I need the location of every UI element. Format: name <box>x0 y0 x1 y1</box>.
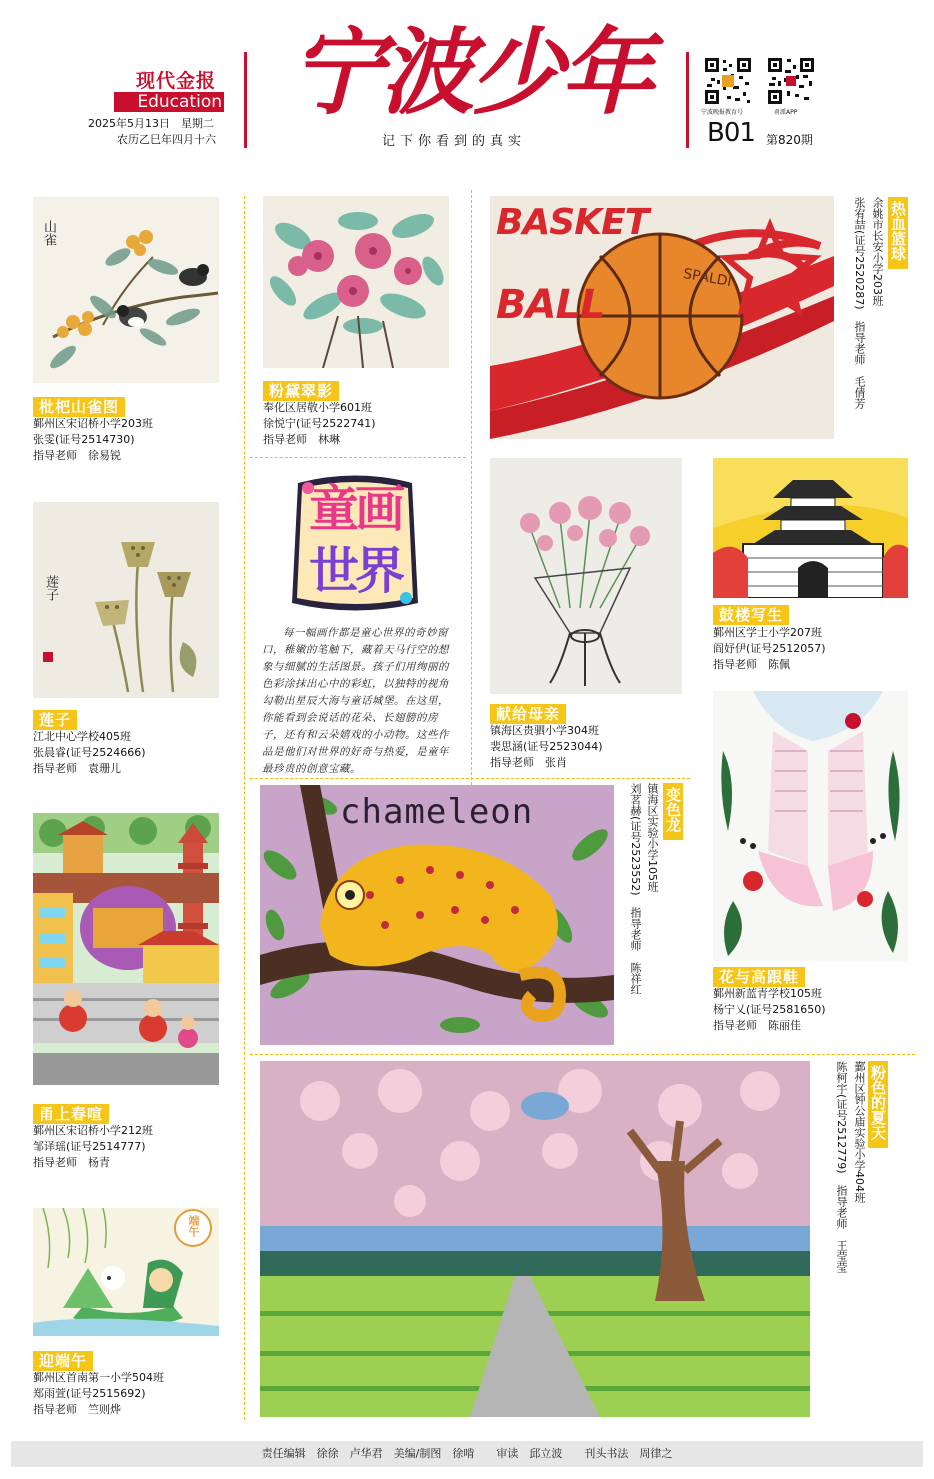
school-spring-city: 鄞州区宋诏桥小学212班 <box>33 1124 153 1137</box>
teacher-dragon-boat: 指导老师 竺则烨 <box>33 1403 121 1416</box>
school-flowers-heels: 鄞州新蓝青学校105班 <box>713 987 822 1000</box>
masthead-title: 宁波少年 <box>289 18 650 128</box>
artwork-pink-summer[interactable] <box>260 1061 810 1417</box>
section-label: Education <box>114 92 224 112</box>
column-divider-2 <box>471 190 472 785</box>
column-divider-1 <box>244 196 245 1420</box>
artwork-drum-tower[interactable] <box>713 458 908 598</box>
artwork-pink-flowers[interactable] <box>263 196 449 368</box>
school-lotus-seed: 江北中心学校405班 <box>33 730 131 743</box>
qr-code-1[interactable] <box>703 56 753 106</box>
artwork-flowers-heels[interactable] <box>713 691 908 961</box>
student-lotus-seed: 张晨睿(证号2524666) <box>33 746 146 759</box>
masthead-slogan: 记下你看到的真实 <box>382 134 527 149</box>
title-dragon-boat: 迎端午 <box>33 1351 93 1371</box>
teacher-flowers-heels: 指导老师 陈丽佳 <box>713 1019 801 1032</box>
page-number: B01 <box>707 118 755 148</box>
special-logo-line1: 童画 <box>309 480 401 538</box>
student-dragon-boat: 郑雨萱(证号2515692) <box>33 1387 146 1400</box>
teacher-pink-summer: 指导老师 王莹莹 <box>835 1184 848 1273</box>
teacher-loquat-tit: 指导老师 徐易锐 <box>33 449 121 462</box>
teacher-carnations: 指导老师 张肖 <box>490 756 567 769</box>
artwork-loquat-tit[interactable] <box>33 197 219 383</box>
student-basketball: 张宥喆(证号2520287) <box>853 197 866 310</box>
special-intro: 每一幅画作都是童心世界的奇妙窗口，稚嫩的笔触下，藏着天马行空的想象与细腻的生活图景。孩子们用绚丽的色彩涂抹出心中的彩虹，以独特的视角勾勒出星辰大海与童话城堡。在这里，你能看到会说话的花朵、长翅膀的房子，还有和云朵嬉戏的小动物。这些作品是他们对世界的好奇与热爱，是童年最珍贵的创意宝藏。 <box>262 627 449 775</box>
title-chameleon <box>663 783 683 840</box>
title-pink-flowers: 粉黛翠影 <box>263 381 339 401</box>
school-carnations: 镇海区贵驷小学304班 <box>490 724 599 737</box>
school-drum-tower: 鄞州区学士小学207班 <box>713 626 822 639</box>
artwork-loquat-tit-text: 山雀 <box>41 220 56 246</box>
lunar-date: 农历乙巳年四月十六 <box>117 133 216 146</box>
teacher-chameleon: 指导老师 陈祥红 <box>629 906 642 995</box>
paper-name: 现代金报 <box>136 70 217 92</box>
school-pink-summer: 鄞州区钟公庙实验小学404班 <box>853 1061 866 1203</box>
school-loquat-tit: 鄞州区宋诏桥小学203班 <box>33 417 153 430</box>
student-pink-flowers: 徐悦宁(证号2522741) <box>263 417 376 430</box>
qr-code-2[interactable] <box>766 56 816 106</box>
student-teacher-basketball <box>852 197 867 409</box>
qr-code-2-label: 甬派APP <box>774 109 798 116</box>
qr-code-1-label: 宁波晚报教育号 <box>701 109 744 116</box>
masthead-divider-right <box>686 52 689 148</box>
row-divider-3 <box>250 1054 915 1055</box>
teacher-basketball: 指导老师 毛倩芳 <box>853 320 866 409</box>
issue-number: 第820期 <box>766 133 813 147</box>
issue-date: 2025年5月13日 星期二 <box>88 117 214 130</box>
teacher-spring-city: 指导老师 杨青 <box>33 1156 110 1169</box>
teacher-pink-flowers: 指导老师 林琳 <box>263 433 340 446</box>
student-pink-summer: 陈柯宇(证号2512779) <box>835 1061 848 1174</box>
artwork-basketball-word3: SPALDI <box>681 265 733 291</box>
row-divider-2 <box>250 778 690 779</box>
title-flowers-heels: 花与高跟鞋 <box>713 967 805 987</box>
student-teacher-pink-summer <box>834 1061 849 1273</box>
school-chameleon: 镇海区实验小学105班 <box>646 783 659 892</box>
masthead-divider-left <box>244 52 247 148</box>
student-drum-tower: 阎妤伊(证号2512057) <box>713 642 826 655</box>
school-dragon-boat: 鄞州区首南第一小学504班 <box>33 1371 164 1384</box>
artwork-carnations[interactable] <box>490 458 682 694</box>
student-carnations: 裴思涵(证号2523044) <box>490 740 603 753</box>
artwork-lotus-seed[interactable] <box>33 502 219 698</box>
artwork-dragon-boat-text: 端午 <box>187 1215 200 1237</box>
student-spring-city: 邹译瑶(证号2514777) <box>33 1140 146 1153</box>
title-chameleon-text: 变色龙 <box>664 787 682 832</box>
artwork-spring-city[interactable] <box>33 813 219 1085</box>
title-drum-tower: 鼓楼写生 <box>713 605 789 625</box>
title-basketball-text: 热血篮球 <box>889 201 907 261</box>
artwork-chameleon-text: chameleon <box>340 792 534 832</box>
title-lotus-seed: 莲子 <box>33 710 77 730</box>
teacher-drum-tower: 指导老师 陈佩 <box>713 658 790 671</box>
school-pink-flowers: 奉化区居敬小学601班 <box>263 401 372 414</box>
title-pink-summer <box>868 1061 888 1148</box>
row-divider-1 <box>250 457 466 458</box>
title-basketball <box>888 197 908 269</box>
student-flowers-heels: 杨宁乂(证号2581650) <box>713 1003 826 1016</box>
artwork-basketball-word1: BASKET <box>496 202 649 243</box>
title-loquat-tit: 枇杷山雀图 <box>33 397 125 417</box>
title-pink-summer-text: 粉色的夏天 <box>869 1065 887 1140</box>
artwork-lotus-seed-text: 莲子 <box>43 575 58 601</box>
student-loquat-tit: 张雯(证号2514730) <box>33 433 135 446</box>
teacher-lotus-seed: 指导老师 袁珊儿 <box>33 762 121 775</box>
editor-credits: 责任编辑 徐徐 卢华君 美编/制图 徐啃 审读 邱立波 刊头书法 周律之 <box>11 1441 923 1467</box>
student-chameleon: 刘茗赫(证号2523552) <box>629 783 642 896</box>
special-logo-line2: 世界 <box>309 542 401 600</box>
title-carnations: 献给母亲 <box>490 704 566 724</box>
artwork-basketball-word2: BALL <box>496 282 605 328</box>
school-basketball: 余姚市长安小学203班 <box>871 197 884 306</box>
special-logo <box>288 468 422 618</box>
title-spring-city: 甬上春喧 <box>33 1104 109 1124</box>
student-teacher-chameleon <box>628 783 643 995</box>
